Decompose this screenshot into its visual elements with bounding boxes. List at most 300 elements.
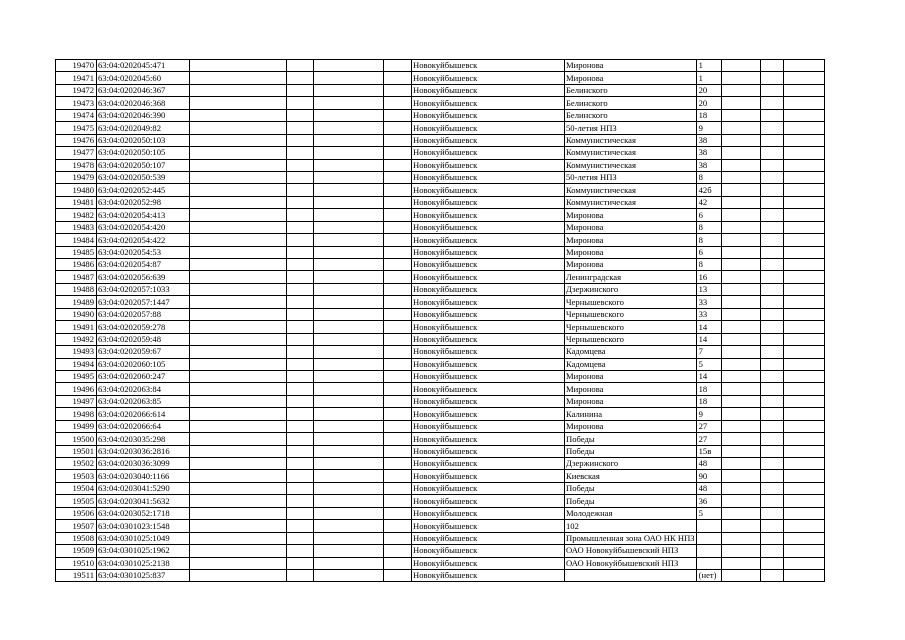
record-number-text: 19480 xyxy=(72,184,94,195)
cadastral-number-text: 63:04:0301025:2138 xyxy=(98,557,170,568)
house-number-cell xyxy=(696,433,721,445)
empty-cell xyxy=(190,171,287,183)
city-cell xyxy=(412,171,565,183)
empty-cell xyxy=(721,196,760,208)
house-number-text: 42б xyxy=(698,184,712,195)
empty-cell xyxy=(287,557,314,569)
house-number-cell xyxy=(696,134,721,146)
empty-cell xyxy=(314,147,384,159)
table-row xyxy=(56,507,825,519)
empty-cell xyxy=(721,209,760,221)
empty-cell xyxy=(314,470,384,482)
city-text: Новокуйбышевск xyxy=(413,246,478,257)
city-text: Новокуйбышевск xyxy=(413,259,478,270)
cadastral-number-text: 63:04:0202045:60 xyxy=(98,72,162,83)
empty-cell xyxy=(190,458,287,470)
street-text: Миронова xyxy=(566,60,604,71)
cadastral-number-cell xyxy=(97,420,190,432)
record-number-text: 19495 xyxy=(72,371,94,382)
cadastral-number-cell xyxy=(97,271,190,283)
house-number-cell xyxy=(696,221,721,233)
empty-cell xyxy=(721,159,760,171)
street-cell xyxy=(565,458,697,470)
record-number-cell xyxy=(56,72,97,84)
table-row xyxy=(56,557,825,569)
record-number-cell xyxy=(56,184,97,196)
table-row xyxy=(56,184,825,196)
empty-cell xyxy=(190,545,287,557)
house-number-text: 8 xyxy=(698,234,703,245)
table-row xyxy=(56,495,825,507)
empty-cell xyxy=(287,308,314,320)
city-cell xyxy=(412,308,565,320)
empty-cell xyxy=(721,520,760,532)
empty-cell xyxy=(314,333,384,345)
record-number-cell xyxy=(56,134,97,146)
city-text: Новокуйбышевск xyxy=(413,557,478,568)
record-number-text: 19487 xyxy=(72,271,94,282)
empty-cell xyxy=(783,246,824,258)
city-text: Новокуйбышевск xyxy=(413,545,478,556)
empty-cell xyxy=(190,184,287,196)
city-cell xyxy=(412,520,565,532)
empty-cell xyxy=(314,259,384,271)
street-text: Кадомцева xyxy=(566,346,606,357)
empty-cell xyxy=(760,383,783,395)
empty-cell xyxy=(190,495,287,507)
street-text: Чернышевского xyxy=(566,296,624,307)
empty-cell xyxy=(760,72,783,84)
street-text: Кадомцева xyxy=(566,358,606,369)
empty-cell xyxy=(190,383,287,395)
empty-cell xyxy=(287,283,314,295)
empty-cell xyxy=(783,458,824,470)
empty-cell xyxy=(721,109,760,121)
street-text: 50-летия НПЗ xyxy=(566,172,617,183)
record-number-text: 19483 xyxy=(72,222,94,233)
house-number-text: 6 xyxy=(698,246,703,257)
city-text: Новокуйбышевск xyxy=(413,271,478,282)
empty-cell xyxy=(190,321,287,333)
empty-cell xyxy=(287,433,314,445)
empty-cell xyxy=(314,97,384,109)
house-number-text: 5 xyxy=(698,358,703,369)
empty-cell xyxy=(384,433,412,445)
house-number-cell xyxy=(696,283,721,295)
empty-cell xyxy=(721,122,760,134)
house-number-cell xyxy=(696,370,721,382)
city-text: Новокуйбышевск xyxy=(413,495,478,506)
empty-cell xyxy=(190,60,287,72)
street-text: Белинского xyxy=(566,110,608,121)
city-cell xyxy=(412,296,565,308)
street-text: Калинина xyxy=(566,408,603,419)
empty-cell xyxy=(314,271,384,283)
record-number-cell xyxy=(56,122,97,134)
empty-cell xyxy=(287,221,314,233)
empty-cell xyxy=(287,420,314,432)
house-number-text: 20 xyxy=(698,97,708,108)
empty-cell xyxy=(783,333,824,345)
empty-cell xyxy=(783,545,824,557)
empty-cell xyxy=(783,271,824,283)
city-cell xyxy=(412,383,565,395)
record-number-cell xyxy=(56,333,97,345)
cadastral-number-cell xyxy=(97,209,190,221)
house-number-cell xyxy=(696,321,721,333)
record-number-cell xyxy=(56,458,97,470)
empty-cell xyxy=(384,346,412,358)
record-number-text: 19497 xyxy=(72,396,94,407)
street-cell xyxy=(565,196,697,208)
empty-cell xyxy=(721,259,760,271)
table-row xyxy=(56,259,825,271)
table-row xyxy=(56,470,825,482)
empty-cell xyxy=(287,234,314,246)
record-number-cell xyxy=(56,532,97,544)
table-row xyxy=(56,308,825,320)
record-number-cell xyxy=(56,408,97,420)
record-number-cell xyxy=(56,507,97,519)
cadastral-number-text: 63:04:0202050:103 xyxy=(98,135,166,146)
empty-cell xyxy=(287,532,314,544)
table-row xyxy=(56,271,825,283)
cadastral-number-text: 63:04:0202063:84 xyxy=(98,383,162,394)
house-number-text: 18 xyxy=(698,383,708,394)
cadastral-number-text: 63:04:0202052:98 xyxy=(98,197,162,208)
empty-cell xyxy=(384,569,412,581)
city-cell xyxy=(412,470,565,482)
empty-cell xyxy=(384,370,412,382)
empty-cell xyxy=(384,395,412,407)
house-number-cell xyxy=(696,482,721,494)
city-cell xyxy=(412,196,565,208)
city-text: Новокуйбышевск xyxy=(413,433,478,444)
record-number-cell xyxy=(56,370,97,382)
empty-cell xyxy=(190,296,287,308)
house-number-cell xyxy=(696,209,721,221)
empty-cell xyxy=(721,358,760,370)
city-cell xyxy=(412,495,565,507)
empty-cell xyxy=(287,259,314,271)
house-number-cell xyxy=(696,84,721,96)
empty-cell xyxy=(783,358,824,370)
street-cell xyxy=(565,321,697,333)
table-row xyxy=(56,333,825,345)
house-number-cell xyxy=(696,147,721,159)
street-text: Ленинградская xyxy=(566,271,622,282)
street-cell xyxy=(565,433,697,445)
empty-cell xyxy=(721,346,760,358)
empty-cell xyxy=(721,370,760,382)
house-number-cell xyxy=(696,296,721,308)
record-number-cell xyxy=(56,246,97,258)
record-number-text: 19473 xyxy=(72,97,94,108)
record-number-text: 19484 xyxy=(72,234,94,245)
cadastral-number-text: 63:04:0301025:837 xyxy=(98,570,166,581)
empty-cell xyxy=(721,383,760,395)
table-row xyxy=(56,545,825,557)
cadastral-number-cell xyxy=(97,122,190,134)
city-cell xyxy=(412,72,565,84)
table-row xyxy=(56,408,825,420)
cadastral-number-cell xyxy=(97,507,190,519)
street-cell xyxy=(565,308,697,320)
empty-cell xyxy=(783,184,824,196)
empty-cell xyxy=(783,408,824,420)
house-number-cell xyxy=(696,569,721,581)
record-number-cell xyxy=(56,109,97,121)
empty-cell xyxy=(190,159,287,171)
street-cell xyxy=(565,159,697,171)
empty-cell xyxy=(384,383,412,395)
street-text: Миронова xyxy=(566,421,604,432)
empty-cell xyxy=(190,196,287,208)
city-text: Новокуйбышевск xyxy=(413,284,478,295)
cadastral-number-text: 63:04:0202050:105 xyxy=(98,147,166,158)
empty-cell xyxy=(783,346,824,358)
empty-cell xyxy=(384,97,412,109)
house-number-text: 1 xyxy=(698,72,703,83)
street-cell xyxy=(565,296,697,308)
house-number-text: 48 xyxy=(698,483,708,494)
city-cell xyxy=(412,246,565,258)
city-text: Новокуйбышевск xyxy=(413,445,478,456)
empty-cell xyxy=(783,470,824,482)
house-number-cell xyxy=(696,97,721,109)
empty-cell xyxy=(384,495,412,507)
empty-cell xyxy=(190,283,287,295)
empty-cell xyxy=(384,271,412,283)
cadastral-number-cell xyxy=(97,557,190,569)
table-row xyxy=(56,358,825,370)
empty-cell xyxy=(287,346,314,358)
street-cell xyxy=(565,246,697,258)
street-text: Промышленная зона ОАО НК НПЗ xyxy=(566,533,695,544)
empty-cell xyxy=(760,358,783,370)
empty-cell xyxy=(384,171,412,183)
city-cell xyxy=(412,221,565,233)
empty-cell xyxy=(783,308,824,320)
empty-cell xyxy=(783,532,824,544)
empty-cell xyxy=(384,246,412,258)
table-row xyxy=(56,296,825,308)
cadastral-number-text: 63:04:0202050:539 xyxy=(98,172,166,183)
street-cell xyxy=(565,259,697,271)
empty-cell xyxy=(314,420,384,432)
cadastral-number-text: 63:04:0202049:82 xyxy=(98,122,162,133)
empty-cell xyxy=(287,171,314,183)
house-number-cell xyxy=(696,122,721,134)
empty-cell xyxy=(783,557,824,569)
record-number-text: 19482 xyxy=(72,209,94,220)
empty-cell xyxy=(760,147,783,159)
record-number-text: 19503 xyxy=(72,470,94,481)
cadastral-number-text: 63:04:0301023:1548 xyxy=(98,520,170,531)
cadastral-number-text: 63:04:0202057:1447 xyxy=(98,296,170,307)
city-cell xyxy=(412,545,565,557)
empty-cell xyxy=(190,520,287,532)
record-number-text: 19474 xyxy=(72,110,94,121)
record-number-cell xyxy=(56,259,97,271)
empty-cell xyxy=(760,122,783,134)
cadastral-number-cell xyxy=(97,569,190,581)
record-number-cell xyxy=(56,321,97,333)
cadastral-number-text: 63:04:0202054:420 xyxy=(98,222,166,233)
record-number-cell xyxy=(56,196,97,208)
table-row xyxy=(56,109,825,121)
table-row xyxy=(56,520,825,532)
street-text: Победы xyxy=(566,495,595,506)
empty-cell xyxy=(314,520,384,532)
empty-cell xyxy=(314,408,384,420)
record-number-cell xyxy=(56,234,97,246)
empty-cell xyxy=(190,84,287,96)
cadastral-number-text: 63:04:0301025:1962 xyxy=(98,545,170,556)
empty-cell xyxy=(190,109,287,121)
empty-cell xyxy=(314,433,384,445)
empty-cell xyxy=(721,569,760,581)
empty-cell xyxy=(287,545,314,557)
empty-cell xyxy=(384,60,412,72)
empty-cell xyxy=(783,495,824,507)
cadastral-number-text: 63:04:0202059:48 xyxy=(98,334,162,345)
city-text: Новокуйбышевск xyxy=(413,508,478,519)
empty-cell xyxy=(783,433,824,445)
empty-cell xyxy=(721,308,760,320)
record-number-text: 19508 xyxy=(72,533,94,544)
house-number-text: 18 xyxy=(698,110,708,121)
city-cell xyxy=(412,346,565,358)
empty-cell xyxy=(384,333,412,345)
cadastral-number-cell xyxy=(97,408,190,420)
street-cell xyxy=(565,346,697,358)
empty-cell xyxy=(783,420,824,432)
city-text: Новокуйбышевск xyxy=(413,321,478,332)
house-number-cell xyxy=(696,395,721,407)
house-number-text: 8 xyxy=(698,172,703,183)
empty-cell xyxy=(783,259,824,271)
street-text: Миронова xyxy=(566,222,604,233)
street-text: Миронова xyxy=(566,259,604,270)
record-number-cell xyxy=(56,209,97,221)
empty-cell xyxy=(783,283,824,295)
city-text: Новокуйбышевск xyxy=(413,470,478,481)
table-row xyxy=(56,159,825,171)
empty-cell xyxy=(783,60,824,72)
empty-cell xyxy=(314,482,384,494)
empty-cell xyxy=(287,84,314,96)
empty-cell xyxy=(721,557,760,569)
street-text: Дзержинского xyxy=(566,284,619,295)
empty-cell xyxy=(314,296,384,308)
house-number-cell xyxy=(696,420,721,432)
record-number-text: 19506 xyxy=(72,508,94,519)
empty-cell xyxy=(190,507,287,519)
empty-cell xyxy=(721,507,760,519)
city-cell xyxy=(412,433,565,445)
cadastral-number-text: 63:04:0202054:413 xyxy=(98,209,166,220)
record-number-text: 19491 xyxy=(72,321,94,332)
street-text: Миронова xyxy=(566,383,604,394)
cadastral-number-text: 63:04:0202057:1033 xyxy=(98,284,170,295)
empty-cell xyxy=(384,72,412,84)
empty-cell xyxy=(314,84,384,96)
cadastral-number-text: 63:04:0202046:367 xyxy=(98,85,166,96)
empty-cell xyxy=(287,482,314,494)
record-number-cell xyxy=(56,520,97,532)
cadastral-number-cell xyxy=(97,84,190,96)
empty-cell xyxy=(190,271,287,283)
empty-cell xyxy=(190,358,287,370)
record-number-cell xyxy=(56,495,97,507)
empty-cell xyxy=(287,134,314,146)
empty-cell xyxy=(384,445,412,457)
empty-cell xyxy=(721,171,760,183)
street-cell xyxy=(565,84,697,96)
empty-cell xyxy=(384,147,412,159)
city-cell xyxy=(412,283,565,295)
city-cell xyxy=(412,458,565,470)
house-number-cell xyxy=(696,234,721,246)
empty-cell xyxy=(760,296,783,308)
city-text: Новокуйбышевск xyxy=(413,483,478,494)
cadastral-number-text: 63:04:0202060:105 xyxy=(98,358,166,369)
empty-cell xyxy=(384,84,412,96)
city-cell xyxy=(412,134,565,146)
record-number-text: 19501 xyxy=(72,445,94,456)
empty-cell xyxy=(190,395,287,407)
table-row xyxy=(56,283,825,295)
cadastral-number-cell xyxy=(97,520,190,532)
empty-cell xyxy=(190,532,287,544)
empty-cell xyxy=(783,296,824,308)
street-text: Миронова xyxy=(566,72,604,83)
house-number-text: 27 xyxy=(698,421,708,432)
record-number-text: 19471 xyxy=(72,72,94,83)
empty-cell xyxy=(760,134,783,146)
empty-cell xyxy=(760,259,783,271)
empty-cell xyxy=(287,271,314,283)
city-cell xyxy=(412,370,565,382)
table-row xyxy=(56,445,825,457)
table-body xyxy=(56,60,825,582)
city-cell xyxy=(412,97,565,109)
empty-cell xyxy=(783,122,824,134)
empty-cell xyxy=(760,370,783,382)
empty-cell xyxy=(190,122,287,134)
empty-cell xyxy=(760,507,783,519)
empty-cell xyxy=(760,532,783,544)
empty-cell xyxy=(783,109,824,121)
cadastral-number-cell xyxy=(97,72,190,84)
cadastral-number-cell xyxy=(97,383,190,395)
house-number-cell xyxy=(696,72,721,84)
city-text: Новокуйбышевск xyxy=(413,346,478,357)
empty-cell xyxy=(760,445,783,457)
record-number-text: 19470 xyxy=(72,60,94,71)
empty-cell xyxy=(190,557,287,569)
table-row xyxy=(56,569,825,581)
city-text: Новокуйбышевск xyxy=(413,147,478,158)
record-number-cell xyxy=(56,159,97,171)
record-number-text: 19493 xyxy=(72,346,94,357)
city-text: Новокуйбышевск xyxy=(413,184,478,195)
empty-cell xyxy=(760,520,783,532)
empty-cell xyxy=(783,234,824,246)
cadastral-number-cell xyxy=(97,259,190,271)
empty-cell xyxy=(721,283,760,295)
